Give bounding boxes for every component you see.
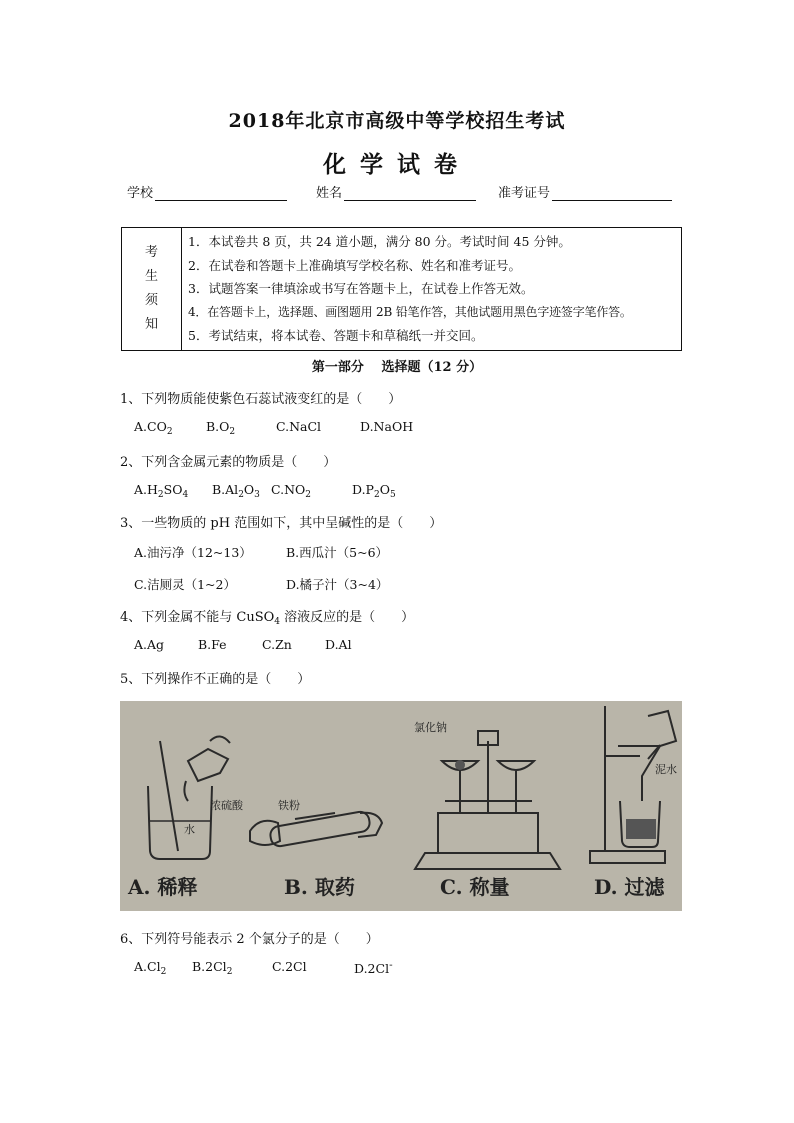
figure-label-d: D. 过滤 [594,875,665,899]
option-c: C.Zn [262,637,292,652]
option-a: $A.H_2SO_4$ [134,482,189,500]
option-b: $B.2Cl_2$ [192,959,233,977]
exam-subtitle: 化学试卷 [323,151,471,178]
notice-label-char: 知 [144,316,158,332]
figure-label-c: C. 称量 [440,875,510,899]
notice-label-char: 考 [144,244,158,260]
name-label: 姓名 [316,186,343,201]
question-stem: 3、一些物质的 pH 范围如下，其中呈碱性的是（ ） [120,516,443,531]
option-c: C.2Cl [272,959,307,974]
option-d: $D.P_2O_5$ [352,482,396,500]
name-blank [344,186,476,201]
annotation-iron-powder: 铁粉 [278,799,300,812]
option-c: C.NaCl [276,419,322,434]
notice-item: 4．在答题卡上，选择题、画图题用 2B 铅笔作答，其他试题用黑色字迹签字笔作答。 [188,304,632,319]
notice-item: 1．本试卷共 8 页，共 24 道小题，满分 80 分。考试时间 45 分钟。 [188,234,571,249]
question-stem: 5、下列操作不正确的是（ ） [120,672,311,687]
school-blank [155,186,287,201]
option-b: B.西瓜汁（5~6） [286,545,389,560]
notice-label-char: 须 [144,292,158,308]
option-d: D.2Cl- [354,959,393,977]
take-reagent-drawing [250,810,382,847]
question-stem: 6、下列符号能表示 2 个氯分子的是（ ） [120,932,379,947]
annotation-conc-acid: 浓硫酸 [210,799,243,812]
notice-label-char: 生 [144,268,158,284]
notice-item: 3．试题答案一律填涂或书写在答题卡上，在试卷上作答无效。 [188,281,534,296]
option-c: C.洁厕灵（1~2） [134,577,236,592]
filtration-drawing [590,706,676,863]
annotation-muddy-water: 泥水 [655,763,677,776]
option-a: A.Ag [134,637,165,652]
exam-id-blank [552,186,672,201]
school-field [127,182,287,201]
option-a: $A.CO_2$ [134,419,173,437]
option-b: $B.O_2$ [206,419,236,437]
notice-item: 5．考试结束，将本试卷、答题卡和草稿纸一并交回。 [188,328,484,343]
name-field [316,182,476,201]
lab-operations-figure [120,701,682,911]
exam-title: 2018年北京市高级中等学校招生考试 [228,110,566,132]
question-stem: 1、下列物质能使紫色石蕊试液变红的是（ ） [120,392,402,407]
annotation-water: 水 [184,823,195,836]
exam-id-label: 准考证号 [498,186,551,201]
option-d: D.橘子汁（3~4） [286,577,389,592]
notice-items [182,228,682,351]
school-label: 学校 [127,186,154,201]
option-c: $C.NO_2$ [271,482,312,500]
option-d: D.Al [325,637,352,652]
option-a: $A.Cl_2$ [134,959,167,977]
notice-item: 2．在试卷和答题卡上准确填写学校名称、姓名和准考证号。 [188,257,521,273]
option-d: D.NaOH [360,419,414,434]
candidate-notice-box [121,227,682,351]
exam-id-field [498,182,672,201]
notice-label [122,228,182,351]
figure-label-a: A. 稀释 [128,875,198,899]
question-stem: 2、下列含金属元素的物质是（ ） [120,455,337,470]
option-a: A.油污净（12~13） [134,545,252,560]
question-stem: 4、下列金属不能与 CuSO$_4$ 溶液反应的是（ ） [120,610,415,627]
section-title: 第一部分 选择题（12 分） [311,360,483,375]
option-b: B.Fe [198,637,227,652]
weighing-drawing [415,731,560,869]
figure-label-b: B. 取药 [284,875,355,899]
option-b: $B.Al_2O_3$ [212,482,260,500]
annotation-sodium-chloride: 氯化钠 [414,721,447,734]
